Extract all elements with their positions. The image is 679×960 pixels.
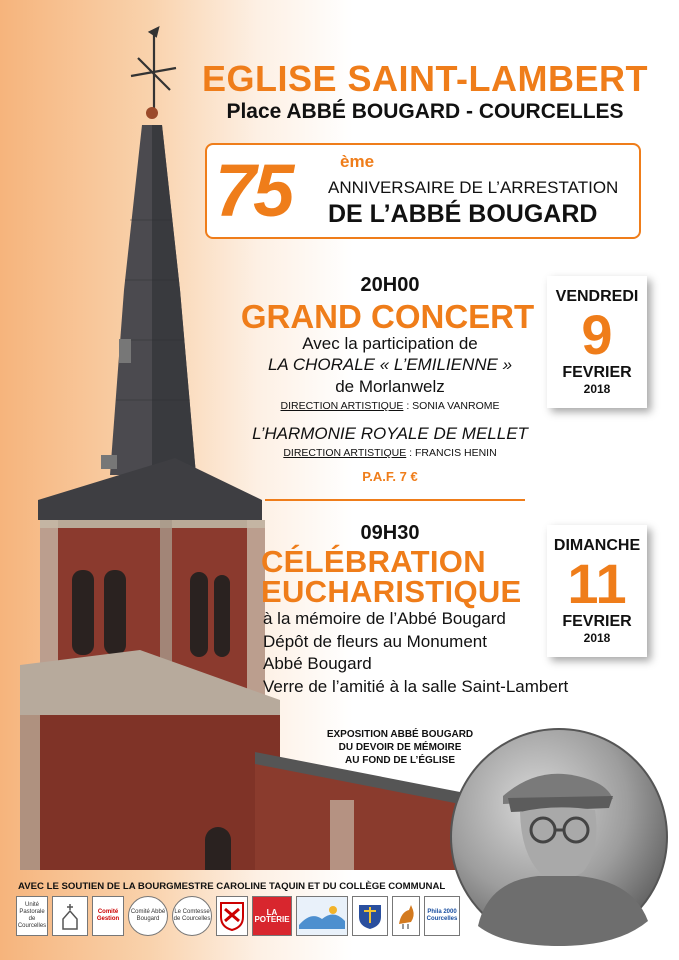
sponsor-text: AVEC LE SOUTIEN DE LA BOURGMESTRE CAROLINE TAQUIN ET DU COLLÈGE COMMUNAL (18, 881, 446, 892)
crest-logo-icon (352, 896, 388, 936)
direction-name: : SONIA VANROME (403, 400, 500, 412)
direction-name: : FRANCIS HENIN (406, 447, 497, 459)
sponsor-logo: Le Comtesse de Courcelles (172, 896, 212, 936)
concert-direction-2 (230, 447, 550, 459)
mass-line-1: à la mémoire de l’Abbé Bougard (263, 609, 506, 628)
concert-intro: Avec la participation de (302, 334, 478, 353)
concert-time: 20H00 (360, 274, 420, 296)
date-year: 2018 (583, 382, 611, 396)
rooster-logo-icon (392, 896, 420, 936)
medallion-portrait-image (448, 726, 670, 948)
mass-line-2: Dépôt de fleurs au Monument (263, 632, 487, 651)
concert-date-card (547, 276, 647, 408)
date-month: FEVRIER (562, 613, 632, 630)
exhibition-line-1: EXPOSITION ABBÉ BOUGARD (326, 729, 474, 740)
anniversary-line-2: DE L’ABBÉ BOUGARD (328, 200, 598, 228)
concert-choir-place: de Morlanwelz (335, 377, 445, 396)
church-logo-icon (52, 896, 88, 936)
date-number: 9 (581, 303, 613, 366)
date-day: DIMANCHE (553, 537, 641, 554)
anniversary-number: 75 (215, 149, 292, 232)
sponsor-logo: Comité Gestion (92, 896, 124, 936)
page-subtitle: Place ABBÉ BOUGARD - COURCELLES (226, 100, 624, 123)
anniversary-suffix: ème (340, 152, 375, 171)
exhibition-line-2: DU DEVOIR DE MÉMOIRE (338, 742, 462, 753)
sponsor-logo: Unité Pastorale de Courcelles (16, 896, 48, 936)
date-year: 2018 (583, 631, 611, 645)
section-divider (265, 499, 525, 501)
concert-title: GRAND CONCERT (240, 298, 535, 335)
mass-line-4: Verre de l’amitié à la salle Saint-Lambert (263, 677, 569, 696)
mass-title-1: CÉLÉBRATION (261, 544, 486, 579)
mass-title-2: EUCHARISTIQUE (261, 574, 522, 609)
date-number: 11 (567, 552, 627, 615)
coat-of-arms-icon (216, 896, 248, 936)
concert-choir: LA CHORALE « L’EMILIENNE » (267, 355, 513, 374)
concert-direction-1 (230, 400, 550, 412)
date-month: FEVRIER (562, 364, 632, 381)
anniversary-line-1: ANNIVERSAIRE DE L’ARRESTATION (328, 178, 619, 197)
sponsor-logo: Comité Abbé Bougard (128, 896, 168, 936)
mass-time: 09H30 (360, 522, 420, 544)
mass-line-3: Abbé Bougard (263, 654, 372, 673)
sponsor-logo-landscape-icon (296, 896, 348, 936)
direction-label: DIRECTION ARTISTIQUE (283, 447, 407, 459)
sponsor-logo: LA POTERIE (252, 896, 292, 936)
sponsor-logo: Phila 2000 Courcelles (424, 896, 460, 936)
cross-icon (131, 28, 176, 108)
concert-ensemble: L’HARMONIE ROYALE DE MELLET (252, 424, 528, 443)
concert-price: P.A.F. 7 € (362, 469, 418, 484)
exhibition-line-3: AU FOND DE L’ÉGLISE (344, 755, 455, 766)
mass-date-card (547, 525, 647, 657)
page-title: EGLISE SAINT-LAMBERT (201, 58, 648, 99)
date-day: VENDREDI (555, 288, 639, 305)
direction-label: DIRECTION ARTISTIQUE (280, 400, 404, 412)
